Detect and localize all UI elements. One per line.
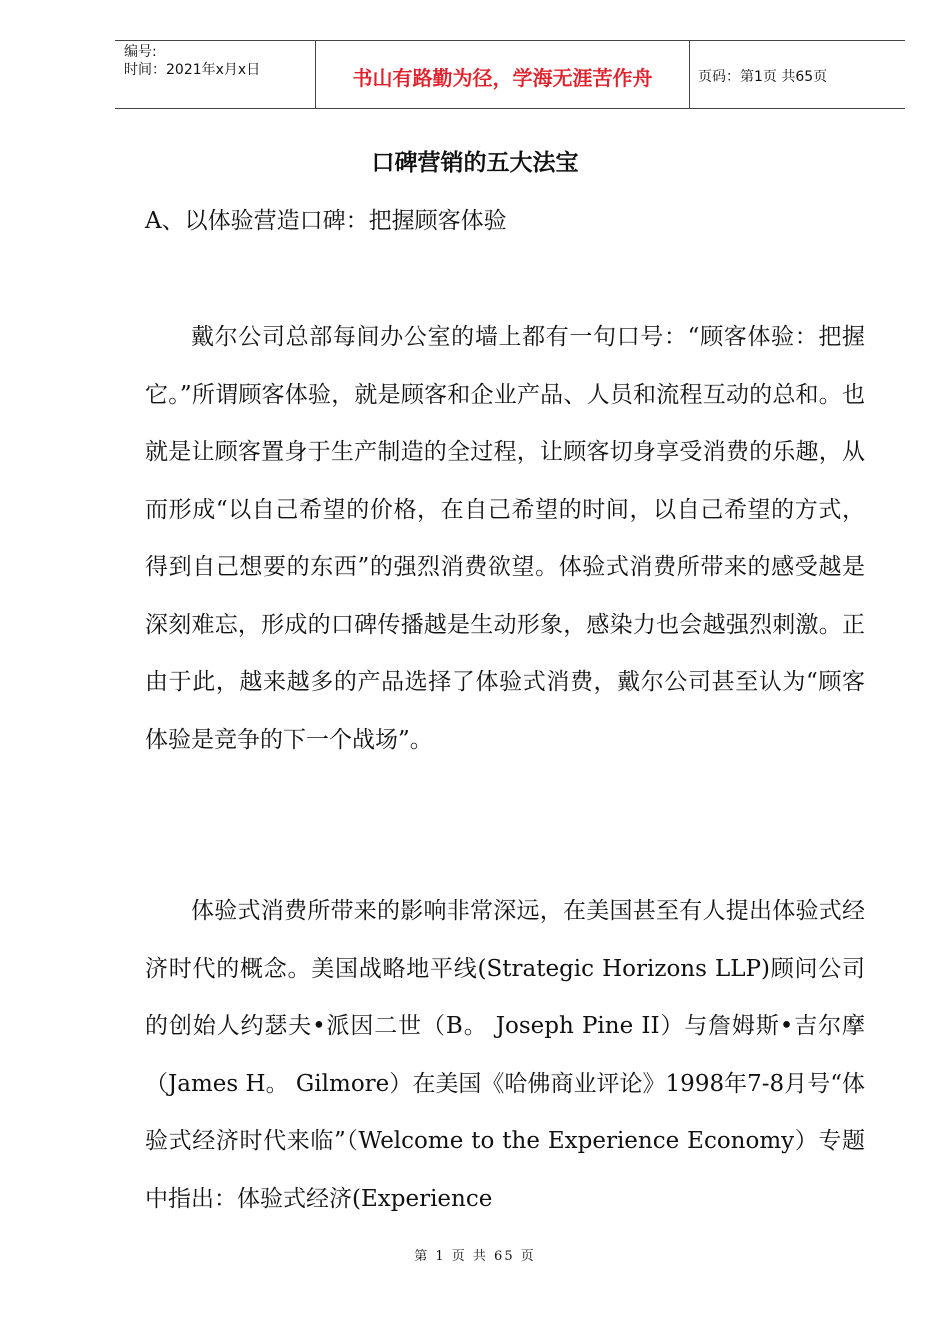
paragraph-2: 体验式消费所带来的影响非常深远，在美国甚至有人提出体验式经济时代的概念。美国战略地平线(Strategic Horizons LLP)顾问公司的创始人约瑟夫•派因二世（B。 Joseph Pine II）与詹姆斯•吉尔摩（James H。 Gilmore）在美国《哈佛商业评论》1998年7-8月号“体验式经济时代来临”（Welcome to the Experience Economy）专题中指出：体验式经济(Experience (145, 898, 865, 1212)
header-page-info: 页码：第1页 共65页 (698, 68, 828, 85)
time-label: 时间：2021年x月x日 (124, 62, 261, 78)
header-motto: 书山有路勤为径，学海无涯苦作舟 (316, 41, 690, 108)
page-header (115, 40, 905, 109)
number-label: 编号: (124, 44, 157, 60)
paragraph-1: 戴尔公司总部每间办公室的墙上都有一句口号：“顾客体验：把握它。”所谓顾客体验，就是顾客和企业产品、人员和流程互动的总和。也就是让顾客置身于生产制造的全过程，让顾客切身享受消费的乐趣，从而形成“以自己希望的价格，在自己希望的时间，以自己希望的方式，得到自己想要的东西”的强烈消费欲望。体验式消费所带来的感受越是深刻难忘，形成的口碑传播越是生动形象，感染力也会越强烈刺激。正由于此，越来越多的产品选择了体验式消费，戴尔公司甚至认为“顾客体验是竞争的下一个战场”。 (145, 324, 865, 753)
section-heading: A、以体验营造口碑：把握顾客体验 (145, 208, 507, 234)
page-footer: 第 1 页 共 65 页 (414, 1249, 536, 1264)
document-title: 口碑营销的五大法宝 (371, 150, 579, 176)
header-meta (115, 41, 316, 108)
